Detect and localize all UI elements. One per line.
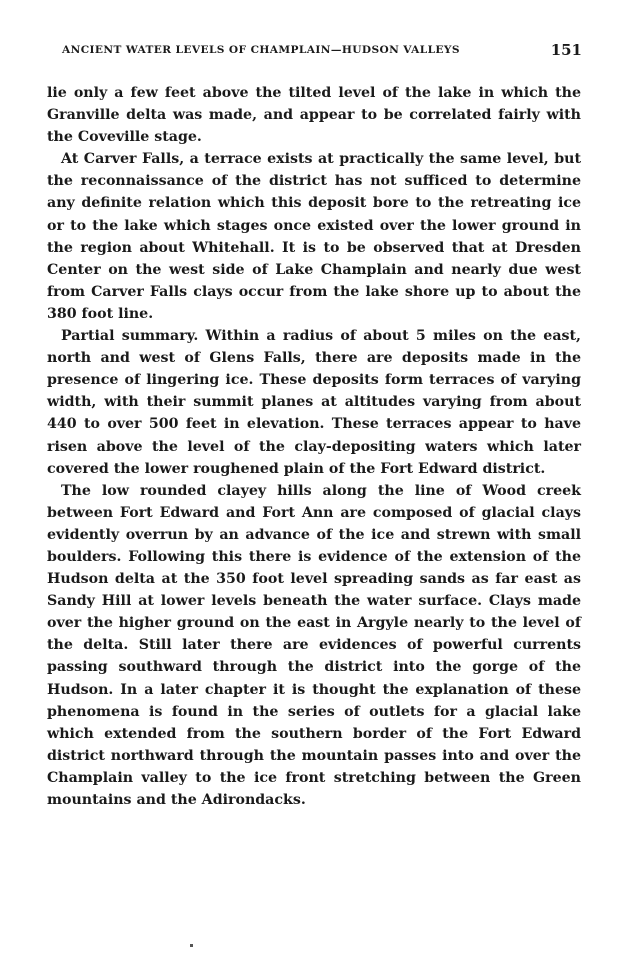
running-title: ANCIENT WATER LEVELS OF CHAMPLAIN—HUDSON VALLEYS — [62, 44, 460, 56]
scan-speck — [190, 944, 193, 947]
running-head — [62, 41, 582, 61]
section-run-in-heading: Partial summary. — [61, 328, 199, 345]
paragraph-text: Within a radius of about 5 miles on the east, north and west of Glens Falls, there are deposits made in the presence of lingering ice. These deposits form terraces of varying width, with their summit planes at altitudes varying from about 440 to over 500 feet in elevation. These terraces appear to have risen above the level of the clay-depositing waters which later covered the lower roughened plain of the Fort Edward district. — [47, 328, 581, 477]
paragraph-wood-creek — [47, 480, 581, 811]
paragraph-text: At Carver Falls, a terrace exists at practically the same level, but the reconnaissance of the district has not sufficed to determine any definite relation which this deposit bore to the retreating ice or to the lake which stages once existed over the lower ground in the region about Whitehall. It is to be observed that at Dresden Center on the west side of Lake Champlain and nearly due west from Carver Falls clays occur from the lake shore up to about the 380 foot line. — [47, 151, 581, 322]
paragraph-text: lie only a few feet above the tilted level of the lake in which the Granville delta was made, and appear to be correlated fairly with the Coveville stage. — [47, 85, 581, 146]
body-text — [47, 82, 581, 811]
paragraph-partial-summary — [47, 325, 581, 480]
paragraph-text: The low rounded clayey hills along the line of Wood creek between Fort Edward and Fort Ann are composed of glacial clays evidently overrun by an advance of the ice and strewn with small boulders. Following this there is evidence of the extension of the Hudson delta at the 350 foot level spreading sands as far east as Sandy Hill at lower levels beneath the water surface. Clays made over the higher ground on the east in Argyle nearly to the level of the delta. Still later there are evidences of powerful currents passing southward through the district into the gorge of the Hudson. In a later chapter it is thought the explanation of these phenomena is found in the series of outlets for a glacial lake which extended from the southern border of the Fort Edward district northward through the mountain passes into and over the Champlain valley to the ice front stretching between the Green mountains and the Adirondacks. — [47, 482, 581, 808]
paragraph-continuation — [47, 82, 581, 148]
paragraph-carver-falls — [47, 148, 581, 325]
page-number: 151 — [550, 41, 582, 59]
